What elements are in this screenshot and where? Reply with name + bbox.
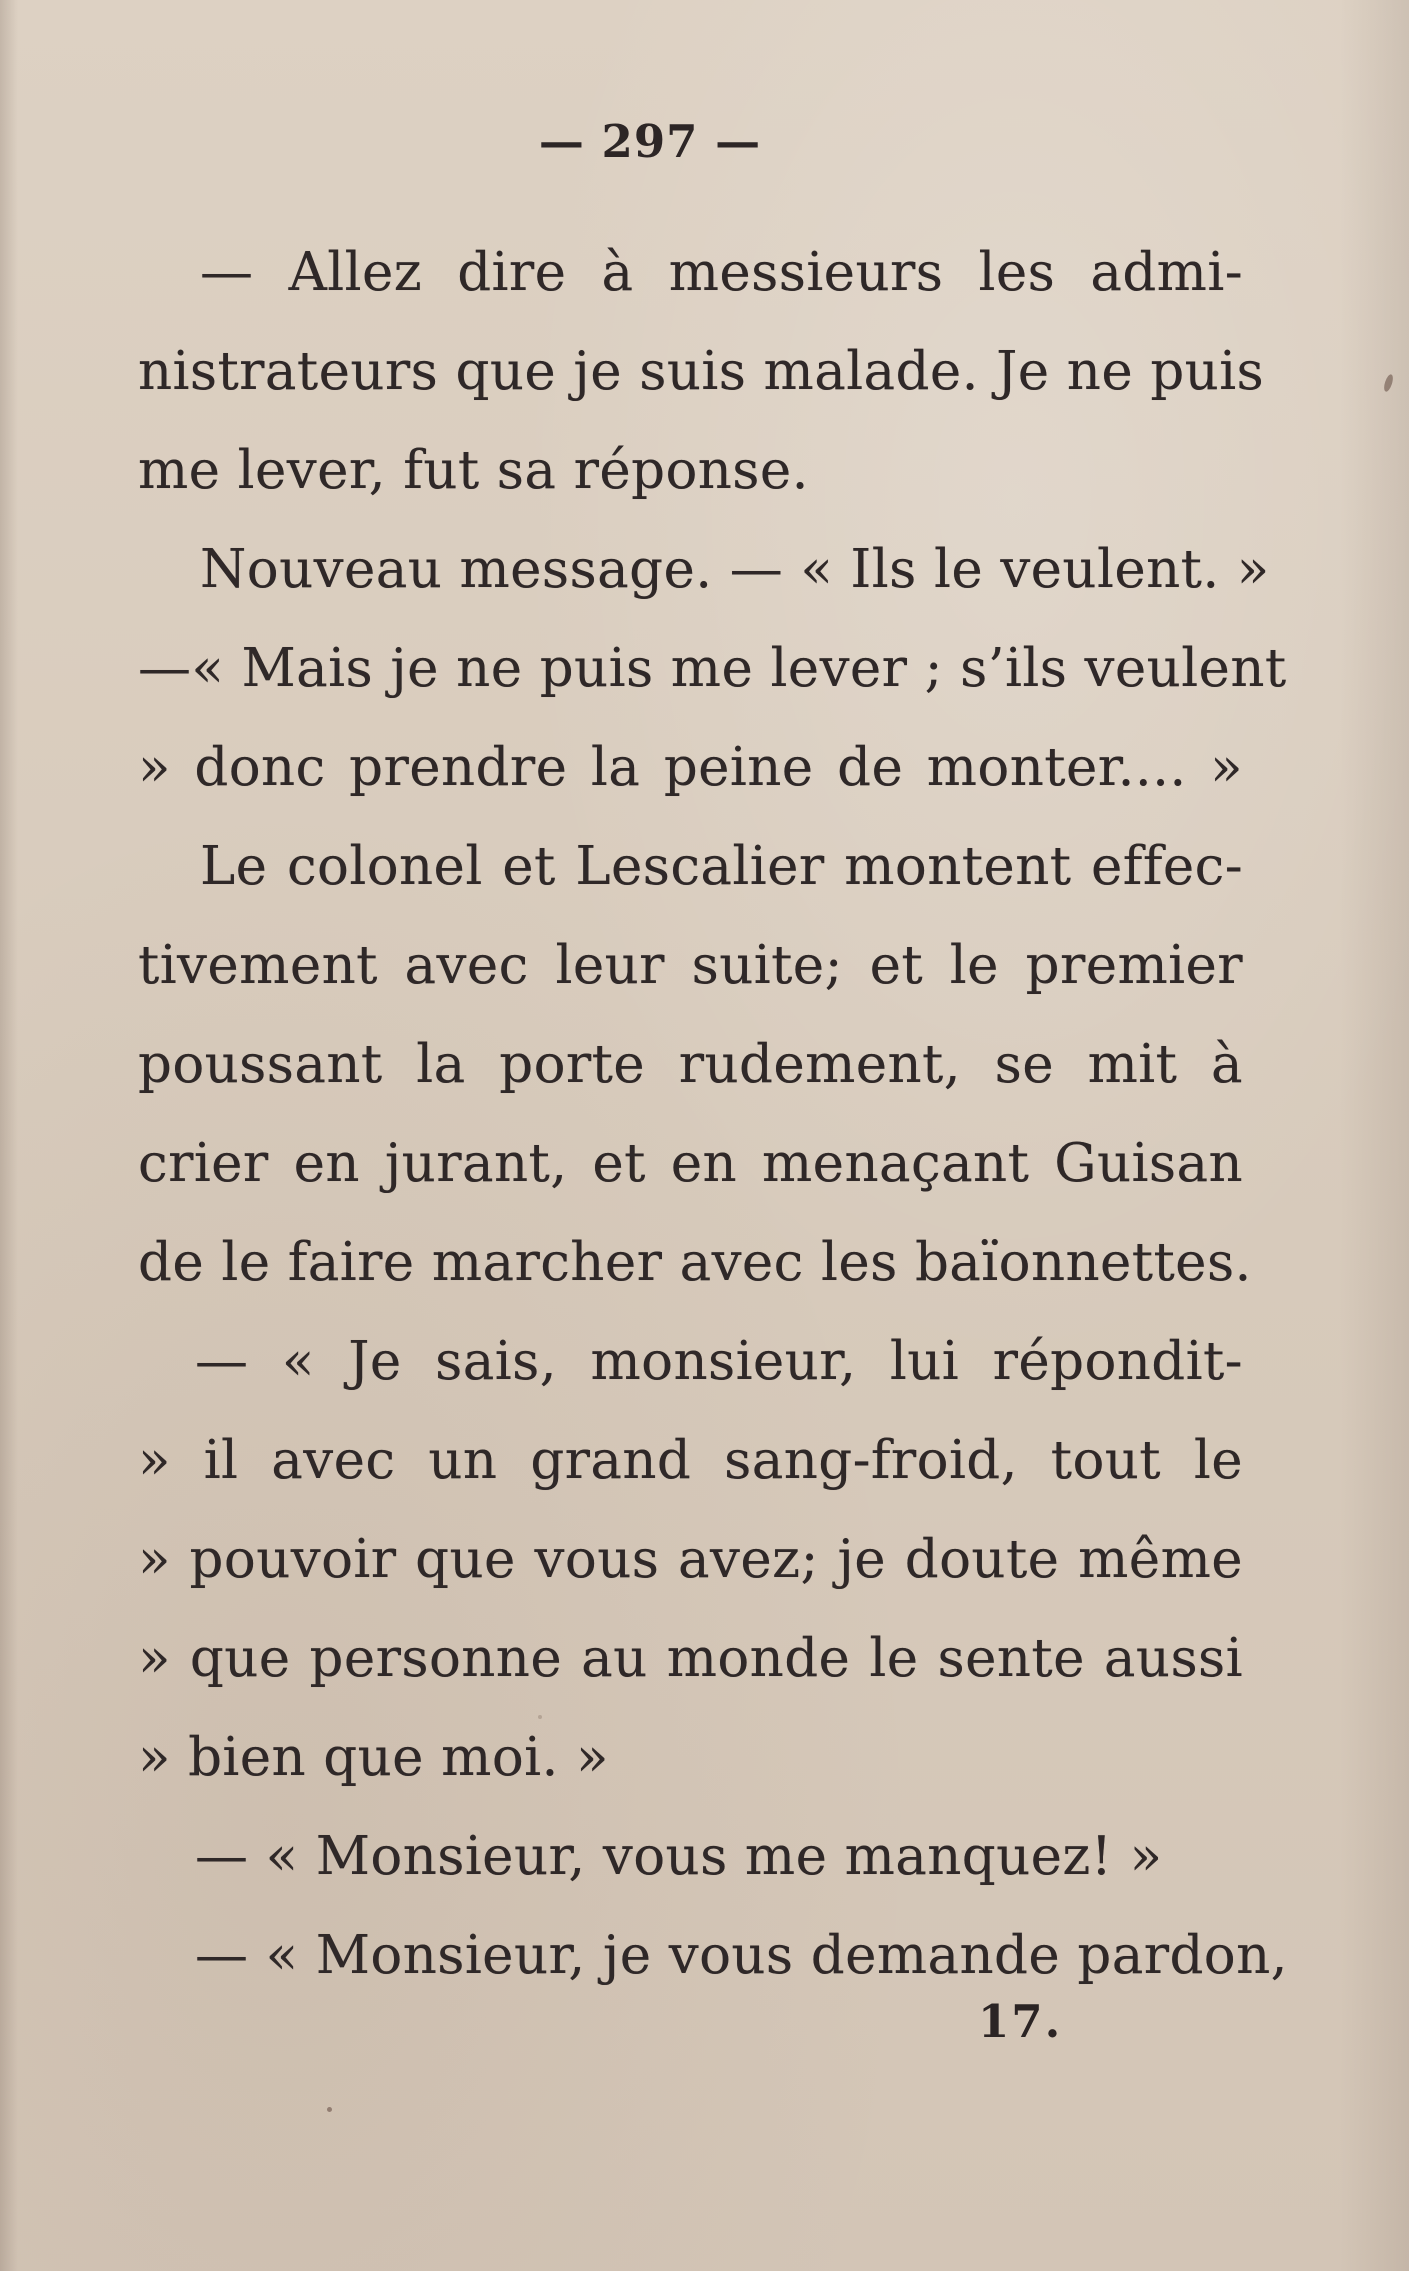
text-line-5: —« Mais je ne puis me lever ; s’ils veulent xyxy=(138,638,1287,699)
text-line-12: — « Je sais, monsieur, lui répondit- xyxy=(195,1331,1243,1392)
text-line-14: » pouvoir que vous avez; je doute même xyxy=(138,1529,1243,1590)
text-line-11: de le faire marcher avec les baïonnettes. xyxy=(138,1232,1252,1293)
text-line-9: poussant la porte rudement, se mit à xyxy=(138,1034,1243,1095)
text-line-3: me lever, fut sa réponse. xyxy=(138,440,809,501)
paper-speck xyxy=(538,1715,542,1719)
text-line-4: Nouveau message. — « Ils le veulent. » xyxy=(200,539,1270,600)
text-line-10: crier en jurant, et en menaçant Guisan xyxy=(138,1133,1243,1194)
text-line-7: Le colonel et Lescalier montent effec- xyxy=(200,836,1243,897)
text-line-6: » donc prendre la peine de monter.... » xyxy=(138,737,1243,798)
text-line-17: — « Monsieur, vous me manquez! » xyxy=(195,1826,1163,1887)
page-number: — 297 — xyxy=(538,115,762,168)
paper-speck xyxy=(327,2107,332,2112)
text-line-16: » bien que moi. » xyxy=(138,1727,609,1788)
text-line-15: » que personne au monde le sente aussi xyxy=(138,1628,1243,1689)
text-line-18: — « Monsieur, je vous demande pardon, xyxy=(195,1925,1288,1986)
text-line-13: » il avec un grand sang-froid, tout le xyxy=(138,1430,1243,1491)
text-line-2: nistrateurs que je suis malade. Je ne puis xyxy=(138,341,1265,402)
signature-mark: 17. xyxy=(978,1995,1063,2048)
text-line-8: tivement avec leur suite; et le premier xyxy=(138,935,1243,996)
paper-speck xyxy=(948,1168,952,1172)
text-line-1: — Allez dire à messieurs les admi- xyxy=(200,242,1243,303)
paper-mark xyxy=(1382,373,1394,392)
